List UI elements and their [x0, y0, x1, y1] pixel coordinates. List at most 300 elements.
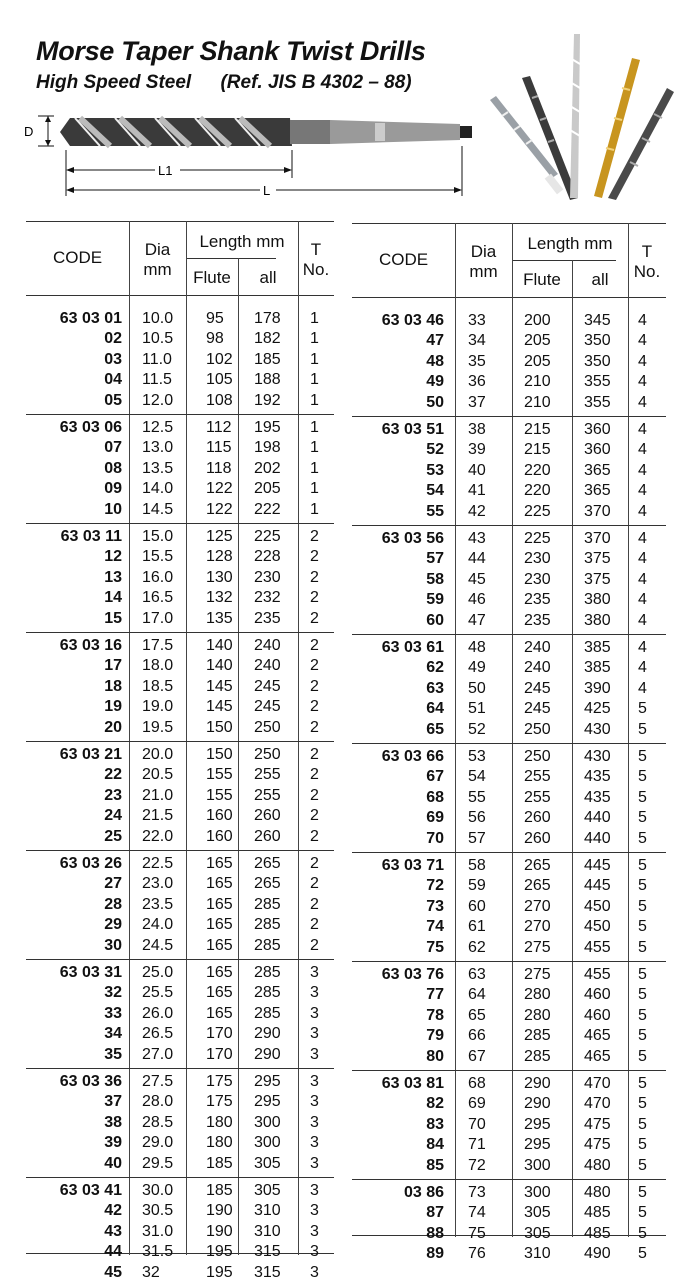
code-cell: 62: [426, 659, 444, 677]
code-cell: 63: [426, 679, 444, 697]
taper-cell: 5: [638, 986, 647, 1004]
flute-cell: 132: [206, 589, 233, 607]
table-row: [352, 1115, 666, 1135]
flute-cell: 150: [206, 746, 233, 763]
taper-cell: 3: [310, 1182, 319, 1199]
all-cell: 355: [584, 373, 611, 391]
all-cell: 390: [584, 679, 611, 697]
code-cell: 30: [104, 936, 122, 954]
flute-cell: 275: [524, 938, 551, 956]
taper-cell: 3: [310, 1073, 319, 1090]
flute-cell: 220: [524, 482, 551, 500]
flute-cell: 180: [206, 1134, 233, 1152]
taper-cell: 2: [310, 827, 319, 845]
code-cell: 55: [426, 502, 444, 520]
code-cell: 63 03 81: [381, 1075, 444, 1092]
all-cell: 430: [584, 720, 611, 738]
taper-cell: 3: [310, 1134, 319, 1152]
code-cell: 15: [104, 609, 122, 627]
table-row: [26, 915, 334, 935]
group-divider: [26, 414, 334, 415]
all-cell: 300: [254, 1134, 281, 1152]
code-cell: 84: [426, 1136, 444, 1154]
code-cell: 64: [426, 700, 444, 718]
dia-cell: 58: [468, 857, 486, 874]
table-row: [352, 352, 666, 372]
table-row: [352, 829, 666, 849]
dia-cell: 40: [468, 461, 486, 479]
dia-cell: 53: [468, 748, 486, 765]
flute-cell: 255: [524, 768, 551, 786]
flute-cell: 145: [206, 677, 233, 695]
table-row: [352, 1135, 666, 1155]
dia-cell: 11.5: [142, 371, 172, 389]
table-row: [26, 1154, 334, 1174]
table-row: [26, 874, 334, 894]
taper-cell: 5: [638, 897, 647, 915]
code-cell: 85: [426, 1156, 444, 1174]
table-row: [26, 547, 334, 567]
group-divider: [26, 741, 334, 742]
all-cell: 285: [254, 964, 281, 981]
all-cell: 285: [254, 936, 281, 954]
table-row: [352, 529, 666, 549]
code-cell: 63 03 01: [59, 310, 122, 327]
dia-cell: 28.5: [142, 1113, 174, 1131]
table-row: [352, 938, 666, 958]
all-cell: 315: [254, 1243, 281, 1261]
taper-cell: 2: [310, 548, 319, 566]
dia-cell: 44: [468, 550, 486, 568]
table-row: [26, 827, 334, 847]
taper-cell: 4: [638, 679, 647, 697]
header-code-right: CODE: [378, 250, 429, 269]
flute-cell: 155: [206, 786, 233, 804]
header-dia-unit-right: mm: [469, 262, 498, 281]
flute-cell: 215: [524, 421, 551, 438]
taper-cell: 3: [310, 1113, 319, 1131]
flute-cell: 230: [524, 570, 551, 588]
dia-cell: 42: [468, 502, 486, 520]
flute-cell: 305: [524, 1224, 551, 1242]
all-cell: 470: [584, 1075, 611, 1092]
group-divider: [352, 416, 666, 417]
taper-cell: 2: [310, 916, 319, 934]
table-row: [352, 1006, 666, 1026]
all-cell: 192: [254, 391, 281, 409]
table-row: [26, 1242, 334, 1262]
table-row: [352, 1244, 666, 1264]
dia-cell: 34: [468, 332, 486, 350]
all-cell: 222: [254, 500, 281, 518]
all-cell: 185: [254, 350, 281, 368]
code-cell: 63 03 41: [59, 1182, 122, 1199]
taper-cell: 3: [310, 1154, 319, 1172]
dia-cell: 68: [468, 1075, 486, 1092]
table-row: [352, 965, 666, 985]
group-divider: [26, 850, 334, 851]
taper-cell: 3: [310, 1004, 319, 1022]
reference-label: (Ref. JIS B 4302 – 88): [220, 72, 412, 93]
all-cell: 435: [584, 768, 611, 786]
header-length: Length mm: [199, 232, 285, 251]
all-cell: 250: [254, 718, 281, 736]
flute-cell: 200: [524, 312, 551, 329]
flute-cell: 245: [524, 700, 551, 718]
table-row: [352, 372, 666, 392]
code-cell: 63 03 66: [381, 748, 444, 765]
code-cell: 63 03 51: [381, 421, 444, 438]
all-cell: 485: [584, 1204, 611, 1222]
code-cell: 87: [426, 1204, 444, 1222]
dia-cell: 52: [468, 720, 486, 738]
code-cell: 22: [104, 766, 122, 784]
code-cell: 29: [104, 916, 122, 934]
all-cell: 265: [254, 875, 281, 893]
taper-cell: 2: [310, 568, 319, 586]
code-cell: 72: [426, 877, 444, 895]
dia-cell: 63: [468, 966, 486, 983]
table-row: [352, 1203, 666, 1223]
code-cell: 52: [426, 441, 444, 459]
table-row: [26, 1092, 334, 1112]
all-cell: 202: [254, 459, 281, 477]
table-row: [352, 549, 666, 569]
header-dia: Dia: [144, 240, 171, 259]
flute-cell: 98: [206, 330, 224, 348]
table-row: [26, 479, 334, 499]
table-row: [26, 1072, 334, 1092]
flute-cell: 300: [524, 1184, 551, 1201]
all-cell: 195: [254, 419, 281, 436]
code-cell: 63 03 36: [59, 1073, 122, 1090]
all-cell: 485: [584, 1224, 611, 1242]
all-cell: 465: [584, 1047, 611, 1065]
flute-cell: 245: [524, 679, 551, 697]
table-row: [26, 1004, 334, 1024]
table-row: [352, 461, 666, 481]
taper-cell: 2: [310, 609, 319, 627]
table-row: [352, 331, 666, 351]
table-row: [26, 718, 334, 738]
table-row: [26, 609, 334, 629]
taper-cell: 4: [638, 550, 647, 568]
taper-cell: 5: [638, 1047, 647, 1065]
taper-cell: 4: [638, 570, 647, 588]
all-cell: 465: [584, 1027, 611, 1045]
table-row: [352, 720, 666, 740]
group-divider: [26, 959, 334, 960]
taper-cell: 5: [638, 1204, 647, 1222]
drill-table-left: [26, 221, 334, 1280]
flute-cell: 310: [524, 1245, 551, 1263]
code-cell: 45: [104, 1263, 122, 1280]
table-row: [26, 656, 334, 676]
header-length-right: Length mm: [527, 234, 613, 253]
code-cell: 05: [104, 391, 122, 409]
table-row: [26, 697, 334, 717]
code-cell: 49: [426, 373, 444, 391]
table-row: [352, 1094, 666, 1114]
code-cell: 20: [104, 718, 122, 736]
group-divider: [26, 1068, 334, 1069]
all-cell: 490: [584, 1245, 611, 1263]
code-cell: 78: [426, 1006, 444, 1024]
table-row: [26, 438, 334, 458]
flute-cell: 140: [206, 637, 233, 654]
taper-cell: 1: [310, 480, 319, 498]
code-cell: 60: [426, 611, 444, 629]
taper-cell: 4: [638, 332, 647, 350]
all-cell: 385: [584, 639, 611, 656]
flute-cell: 125: [206, 528, 233, 545]
code-cell: 48: [426, 352, 444, 370]
flute-cell: 112: [206, 419, 232, 436]
all-cell: 480: [584, 1184, 611, 1201]
code-cell: 07: [104, 439, 122, 457]
taper-cell: 3: [310, 1025, 319, 1043]
taper-cell: 4: [638, 502, 647, 520]
group-divider: [26, 632, 334, 633]
flute-cell: 235: [524, 611, 551, 629]
table-row: [26, 765, 334, 785]
all-cell: 225: [254, 528, 281, 545]
code-cell: 63 03 11: [60, 528, 122, 545]
table-row: [26, 418, 334, 438]
group-divider: [352, 852, 666, 853]
flute-cell: 170: [206, 1045, 233, 1063]
all-cell: 430: [584, 748, 611, 765]
taper-cell: 4: [638, 312, 647, 329]
flute-cell: 165: [206, 855, 233, 872]
code-cell: 63 03 21: [59, 746, 122, 763]
code-cell: 27: [104, 875, 122, 893]
dia-cell: 64: [468, 986, 486, 1004]
table-row: [26, 329, 334, 349]
dia-cell: 16.0: [142, 568, 174, 586]
l1-dimension: [66, 150, 292, 196]
table-row: [352, 440, 666, 460]
all-cell: 290: [254, 1025, 281, 1043]
flute-cell: 145: [206, 698, 233, 716]
table-row: [26, 1024, 334, 1044]
dia-cell: 14.5: [142, 500, 174, 518]
code-cell: 03: [104, 350, 122, 368]
all-cell: 385: [584, 659, 611, 677]
flute-cell: 250: [524, 720, 551, 738]
flute-cell: 275: [524, 966, 551, 983]
dia-cell: 12.5: [142, 419, 174, 436]
taper-cell: 2: [310, 855, 319, 872]
flute-cell: 165: [206, 936, 233, 954]
all-cell: 380: [584, 611, 611, 629]
all-cell: 370: [584, 502, 611, 520]
table-row: [352, 420, 666, 440]
code-cell: 03 86: [403, 1184, 444, 1201]
all-cell: 240: [254, 637, 281, 654]
flute-cell: 290: [524, 1075, 551, 1092]
dia-cell: 10.5: [142, 330, 174, 348]
code-cell: 63 03 56: [381, 530, 444, 547]
flute-cell: 150: [206, 718, 233, 736]
flute-cell: 205: [524, 332, 551, 350]
dia-cell: 37: [468, 393, 486, 411]
taper-cell: 5: [638, 877, 647, 895]
flute-cell: 240: [524, 639, 551, 656]
header-flute: Flute: [193, 268, 231, 287]
taper-cell: 2: [310, 528, 319, 545]
dia-cell: 18.5: [142, 677, 174, 695]
taper-cell: 3: [310, 964, 319, 981]
header-dia-unit: mm: [143, 260, 172, 279]
all-cell: 255: [254, 766, 281, 784]
header-t: T: [310, 240, 322, 259]
all-cell: 480: [584, 1156, 611, 1174]
code-cell: 40: [104, 1154, 122, 1172]
group-divider: [352, 1179, 666, 1180]
all-cell: 245: [254, 698, 281, 716]
all-cell: 182: [254, 330, 281, 348]
dia-cell: 19.5: [142, 718, 174, 736]
all-cell: 245: [254, 677, 281, 695]
flute-cell: 265: [524, 857, 551, 874]
all-cell: 295: [254, 1073, 281, 1090]
table-row: [26, 568, 334, 588]
code-cell: 83: [426, 1115, 444, 1133]
dia-cell: 45: [468, 570, 486, 588]
all-cell: 290: [254, 1045, 281, 1063]
taper-cell: 2: [310, 786, 319, 804]
dia-cell: 27.0: [142, 1045, 174, 1063]
all-cell: 475: [584, 1136, 611, 1154]
table-row: [26, 1201, 334, 1221]
all-cell: 380: [584, 591, 611, 609]
table-row: [352, 393, 666, 413]
code-cell: 65: [426, 720, 444, 738]
dia-cell: 66: [468, 1027, 486, 1045]
all-cell: 250: [254, 746, 281, 763]
header-flute-right: Flute: [523, 270, 561, 289]
dia-cell: 39: [468, 441, 486, 459]
code-cell: 42: [104, 1202, 122, 1220]
table-row: [352, 1224, 666, 1244]
flute-cell: 165: [206, 984, 233, 1002]
dia-cell: 31.0: [142, 1222, 174, 1240]
dia-cell: 16.5: [142, 589, 174, 607]
code-cell: 63 03 06: [59, 419, 122, 436]
all-cell: 375: [584, 570, 611, 588]
taper-cell: 4: [638, 393, 647, 411]
code-cell: 02: [104, 330, 122, 348]
table-row: [26, 1263, 334, 1280]
dia-cell: 48: [468, 639, 486, 656]
taper-cell: 5: [638, 857, 647, 874]
dia-cell: 35: [468, 352, 486, 370]
dia-cell: 72: [468, 1156, 486, 1174]
all-cell: 460: [584, 1006, 611, 1024]
all-cell: 285: [254, 984, 281, 1002]
dia-cell: 33: [468, 312, 486, 329]
taper-cell: 5: [638, 1245, 647, 1263]
group-divider: [352, 743, 666, 744]
table-row: [26, 391, 334, 411]
all-cell: 205: [254, 480, 281, 498]
taper-cell: 4: [638, 591, 647, 609]
all-cell: 350: [584, 352, 611, 370]
code-cell: 18: [104, 677, 122, 695]
flute-cell: 165: [206, 964, 233, 981]
dia-cell: 43: [468, 530, 486, 547]
code-cell: 63 03 71: [381, 857, 444, 874]
taper-cell: 3: [310, 1202, 319, 1220]
drill-table-right: [352, 223, 666, 1263]
dia-cell: 17.5: [142, 637, 174, 654]
flute-cell: 270: [524, 918, 551, 936]
flute-cell: 235: [524, 591, 551, 609]
code-cell: 39: [104, 1134, 122, 1152]
all-cell: 232: [254, 589, 281, 607]
all-cell: 345: [584, 312, 611, 329]
flute-cell: 128: [206, 548, 233, 566]
taper-cell: 1: [310, 439, 319, 457]
table-row: [26, 309, 334, 329]
code-cell: 37: [104, 1093, 122, 1111]
table-row: [352, 570, 666, 590]
dia-cell: 36: [468, 373, 486, 391]
taper-cell: 3: [310, 984, 319, 1002]
code-cell: 53: [426, 461, 444, 479]
header-t-no-right: No.: [633, 262, 661, 281]
group-divider: [26, 523, 334, 524]
flute-cell: 165: [206, 875, 233, 893]
code-cell: 43: [104, 1222, 122, 1240]
code-cell: 63 03 26: [59, 855, 122, 872]
table-row: [26, 983, 334, 1003]
all-cell: 455: [584, 938, 611, 956]
all-cell: 365: [584, 461, 611, 479]
code-cell: 50: [426, 393, 444, 411]
all-cell: 360: [584, 441, 611, 459]
flute-cell: 165: [206, 1004, 233, 1022]
table-row: [26, 854, 334, 874]
taper-cell: 1: [310, 371, 319, 389]
flute-cell: 280: [524, 986, 551, 1004]
all-cell: 370: [584, 530, 611, 547]
code-cell: 73: [426, 897, 444, 915]
table-row: [26, 806, 334, 826]
all-cell: 350: [584, 332, 611, 350]
taper-cell: 5: [638, 1006, 647, 1024]
taper-cell: 4: [638, 611, 647, 629]
code-cell: 10: [104, 500, 122, 518]
taper-cell: 1: [310, 350, 319, 368]
dia-cell: 23.0: [142, 875, 174, 893]
table-row: [352, 611, 666, 631]
all-cell: 305: [254, 1154, 281, 1172]
code-cell: 08: [104, 459, 122, 477]
taper-cell: 5: [638, 748, 647, 765]
all-cell: 235: [254, 609, 281, 627]
flute-cell: 295: [524, 1115, 551, 1133]
group-divider: [352, 525, 666, 526]
all-cell: 445: [584, 877, 611, 895]
all-cell: 198: [254, 439, 281, 457]
table-row: [26, 1222, 334, 1242]
taper-cell: 4: [638, 461, 647, 479]
taper-cell: 5: [638, 788, 647, 806]
flute-cell: 185: [206, 1182, 233, 1199]
taper-cell: 4: [638, 482, 647, 500]
